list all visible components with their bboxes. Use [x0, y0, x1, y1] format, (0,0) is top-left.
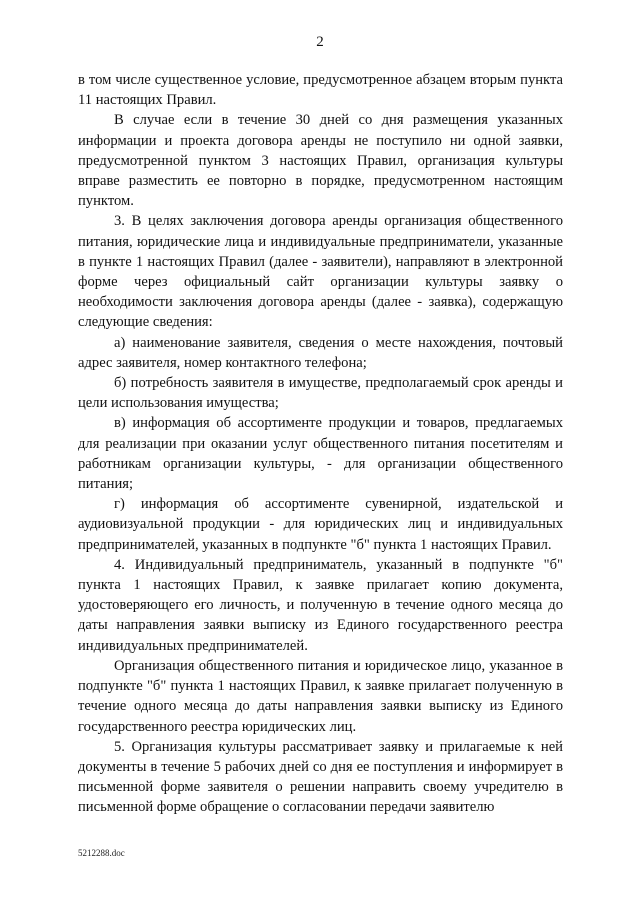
paragraph-item-5: 5. Организация культуры рассматривает заявку и прилагаемые к ней документы в течение 5 рабочих дней со дня ее поступления и информирует в письменной форме заявителя о решении направить своему учредителю в письменной форме обращение о согласовании передачи заявителю [78, 738, 563, 816]
paragraph-continuation: в том числе существенное условие, предусмотренное абзацем вторым пункта 11 настоящих Правил. [78, 72, 563, 109]
page-number: 2 [316, 34, 324, 50]
paragraph-subitem-v: в) информация об ассортименте продукции и товаров, предлагаемых для реализации при оказании услуг общественного питания посетителям и работникам организации культуры, - для организации общественного питания; [78, 415, 563, 493]
document-body [78, 70, 563, 818]
paragraph-item-3: 3. В целях заключения договора аренды организация общественного питания, юридические лица и индивидуальные предприниматели, указанные в пункте 1 настоящих Правил (далее - заявители), направляют в электронной форме через официальный сайт организации культуры заявку о необходимости заключения договора аренды (далее - заявка), содержащую следующие сведения: [78, 213, 563, 331]
document-footer-filename: 5212288.doc [78, 848, 125, 858]
paragraph-subitem-g: г) информация об ассортименте сувенирной, издательской и аудиовизуальной продукции - для юридических лиц и индивидуальных предпринимателей, указанных в подпункте "б" пункта 1 настоящих Правил. [78, 496, 563, 553]
paragraph-subitem-b: б) потребность заявителя в имуществе, предполагаемый срок аренды и цели использования имущества; [78, 375, 563, 412]
paragraph-subitem-a: а) наименование заявителя, сведения о месте нахождения, почтовый адрес заявителя, номер контактного телефона; [78, 334, 563, 371]
paragraph-repost-rule: В случае если в течение 30 дней со дня размещения указанных информации и проекта договора аренды не поступило ни одной заявки, предусмотренной пунктом 3 настоящих Правил, организация культуры вправе разместить ее повторно в порядке, предусмотренном настоящим пунктом. [78, 112, 563, 210]
paragraph-item-4-legal-entities: Организация общественного питания и юридическое лицо, указанное в подпункте "б" пункта 1 настоящих Правил, к заявке прилагает полученную в течение одного месяца до даты направления заявки выписку из Единого государственного реестра юридических лиц. [78, 657, 563, 735]
paragraph-item-4: 4. Индивидуальный предприниматель, указанный в подпункте "б" пункта 1 настоящих Правил, к заявке прилагает копию документа, удостоверяющего его личность, и полученную в течение одного месяца до даты направления заявки выписку из Единого государственного реестра индивидуальных предпринимателей. [78, 556, 563, 654]
